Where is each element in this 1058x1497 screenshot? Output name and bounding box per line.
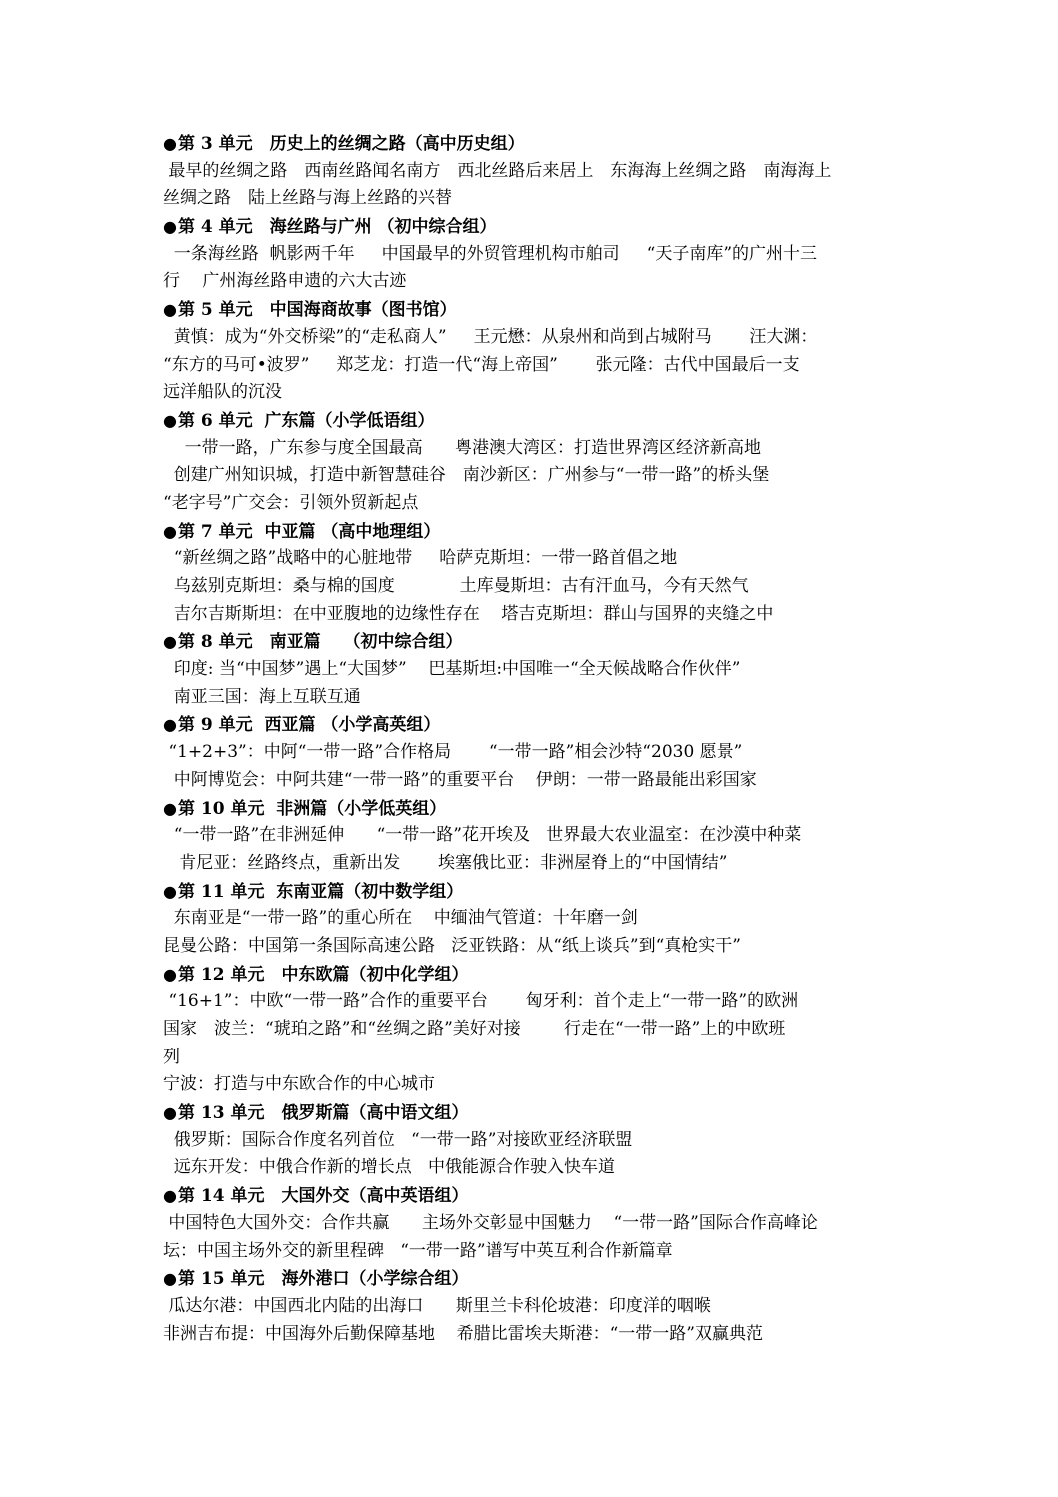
unit-heading [163,296,908,324]
bullet-icon: ● [163,134,177,153]
unit-topic-line: 远洋船队的沉没 [163,382,282,403]
bullet-icon: ● [163,632,177,652]
unit-heading-text: 第 15 单元 海外港口（小学综合组） [177,1269,469,1290]
bullet-icon: ● [163,1186,177,1206]
unit-topic-line: 中国特色大国外交：合作共赢 主场外交彰显中国魅力 “一带一路”国际合作高峰论 [163,1212,818,1233]
unit-heading [163,130,908,158]
unit-heading [163,878,908,906]
unit-heading-text: 第 6 单元 广东篇（小学低语组） [177,410,435,431]
unit-heading-text: 第 10 单元 非洲篇（小学低英组） [177,798,447,819]
unit-topic-line: 俄罗斯：国际合作度名列首位 “一带一路”对接欧亚经济联盟 [163,1129,633,1150]
unit-topic-line: 一带一路，广东参与度全国最高 粤港澳大湾区：打造世界湾区经济新高地 [163,437,762,458]
unit-topic-line: 行 广州海丝路申遗的六大古迹 [163,271,407,292]
unit-topic-line: “1+2+3”：中阿“一带一路”合作格局 “一带一路”相会沙特“2030 愿景” [163,742,743,763]
unit-heading-text: 第 11 单元 东南亚篇（初中数学组） [177,881,464,902]
unit-heading-text: 第 9 单元 西亚篇 （小学高英组） [177,715,441,736]
bullet-icon: ● [163,798,177,818]
unit-topic-line: 瓜达尔港：中国西北内陆的出海口 斯里兰卡科伦坡港：印度洋的咽喉 [163,1295,711,1316]
bullet-icon: ● [163,521,177,541]
bullet-icon: ● [163,964,177,984]
unit-topic-line: 肯尼亚：丝路终点，重新出发 埃塞俄比亚：非洲屋脊上的“中国情结” [163,852,728,873]
unit-heading-text: 第 4 单元 海丝路与广州 （初中综合组） [177,217,497,238]
unit-topic-line: “一带一路”在非洲延伸 “一带一路”花开埃及 世界最大农业温室：在沙漠中种菜 [163,825,802,846]
unit-topic-line: 最早的丝绸之路 西南丝路闻名南方 西北丝路后来居上 东海海上丝绸之路 南海海上 [163,160,832,181]
unit-topic-line: 吉尔吉斯斯坦：在中亚腹地的边缘性存在 塔吉克斯坦：群山与国界的夹缝之中 [163,603,774,624]
unit-heading-text: 第 5 单元 中国海商故事（图书馆） [177,300,457,321]
bullet-icon: ● [163,217,177,237]
unit-topic-line: 列 [163,1046,180,1067]
bullet-icon: ● [163,300,177,320]
unit-heading [163,961,908,989]
unit-topic-line: 宁波：打造与中东欧合作的中心城市 [163,1074,435,1095]
unit-heading [163,1099,908,1127]
unit-topic-line: 远东开发：中俄合作新的增长点 中俄能源合作驶入快车道 [163,1157,616,1178]
unit-topic-line: “老字号”广交会：引领外贸新起点 [163,492,419,513]
unit-topic-line: 昆曼公路：中国第一条国际高速公路 泛亚铁路：从“纸上谈兵”到“真枪实干” [163,935,741,956]
unit-topic-line: “东方的马可•波罗” 郑芝龙：打造一代“海上帝国” 张元隆：古代中国最后一支 [163,354,800,375]
unit-topic-line: 创建广州知识城，打造中新智慧硅谷 南沙新区：广州参与“一带一路”的桥头堡 [163,465,770,486]
bullet-icon: ● [163,715,177,735]
bullet-icon: ● [163,1103,177,1123]
unit-topic-line: 南亚三国：海上互联互通 [163,686,361,707]
unit-topic-line: 东南亚是“一带一路”的重心所在 中缅油气管道：十年磨一剑 [163,908,638,929]
unit-heading-text: 第 14 单元 大国外交（高中英语组） [177,1186,469,1207]
unit-heading-text: 第 8 单元 南亚篇 （初中综合组） [177,632,463,653]
unit-topic-line: 坛：中国主场外交的新里程碑 “一带一路”谱写中英互利合作新篇章 [163,1240,673,1261]
unit-topic-line: 一条海丝路 帆影两千年 中国最早的外贸管理机构市舶司 “天子南库”的广州十三 [163,243,818,264]
unit-heading [163,407,908,435]
unit-list [163,130,908,1348]
unit-heading [163,711,908,739]
unit-topic-line: 黄慎：成为“外交桥梁”的“走私商人” 王元懋：从泉州和尚到占城附马 汪大渊： [163,326,818,347]
unit-heading [163,1182,908,1210]
unit-topic-line: 丝绸之路 陆上丝路与海上丝路的兴替 [163,188,452,209]
unit-heading-text: 第 13 单元 俄罗斯篇（高中语文组） [177,1103,469,1124]
unit-heading-text: 第 7 单元 中亚篇 （高中地理组） [177,521,441,542]
unit-topic-line: 印度: 当“中国梦”遇上“大国梦” 巴基斯坦:中国唯一“全天候战略合作伙伴” [163,659,741,680]
unit-topic-line: “16+1”：中欧“一带一路”合作的重要平台 匈牙利：首个走上“一带一路”的欧洲 [163,991,799,1012]
unit-topic-line: “新丝绸之路”战略中的心脏地带 哈萨克斯坦：一带一路首倡之地 [163,548,678,569]
unit-heading [163,1265,908,1293]
unit-heading [163,213,908,241]
unit-topic-line: 中阿博览会：中阿共建“一带一路”的重要平台 伊朗：一带一路最能出彩国家 [163,769,757,790]
unit-heading-text: 第 3 单元 历史上的丝绸之路（高中历史组） [177,134,525,154]
bullet-icon: ● [163,881,177,901]
unit-heading [163,628,908,656]
unit-topic-line: 国家 波兰：“琥珀之路”和“丝绸之路”美好对接 行走在“一带一路”上的中欧班 [163,1019,786,1039]
bullet-icon: ● [163,1269,177,1289]
unit-topic-line: 乌兹别克斯坦：桑与棉的国度 土库曼斯坦：古有汗血马，今有天然气 [163,576,749,596]
unit-topic-line: 非洲吉布提：中国海外后勤保障基地 希腊比雷埃夫斯港：“一带一路”双赢典范 [163,1323,763,1344]
unit-heading [163,795,908,823]
unit-heading-text: 第 12 单元 中东欧篇（初中化学组） [177,964,469,985]
unit-heading [163,518,908,546]
bullet-icon: ● [163,410,177,430]
